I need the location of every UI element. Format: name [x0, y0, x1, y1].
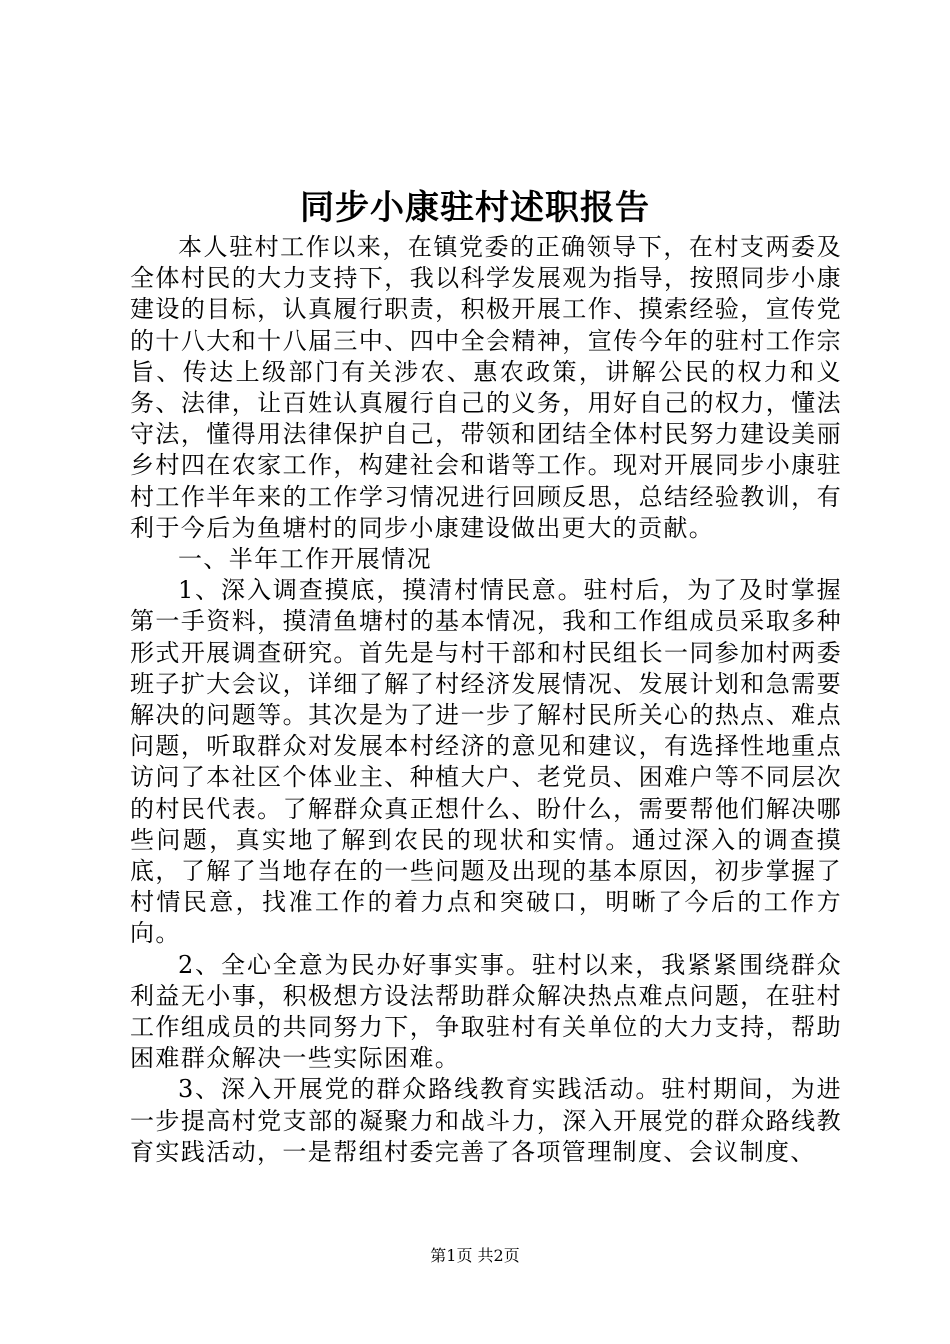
paragraph-item-1: 1、深入调查摸底，摸清村情民意。驻村后，为了及时掌握第一手资料，摸清鱼塘村的基本情况，我和工作组成员采取多种形式开展调查研究。首先是与村干部和村民组长一同参加村两委班子扩大会议，详细了解了村经济发展情况、发展计划和急需要解决的问题等。其次是为了进一步了解村民所关心的热点、难点问题，听取群众对发展本村经济的意见和建议，有选择性地重点访问了本社区个体业主、种植大户、老党员、困难户等不同层次的村民代表。了解群众真正想什么、盼什么，需要帮他们解决哪些问题，真实地了解到农民的现状和实情。通过深入的调查摸底，了解了当地存在的一些问题及出现的基本原因，初步掌握了村情民意，找准工作的着力点和突破口，明晰了今后的工作方向。: [130, 576, 842, 948]
document-body: [130, 232, 842, 1168]
paragraph-item-3: 3、深入开展党的群众路线教育实践活动。驻村期间，为进一步提高村党支部的凝聚力和战斗力，深入开展党的群众路线教育实践活动，一是帮组村委完善了各项管理制度、会议制度、: [130, 1075, 842, 1166]
document-title: 同步小康驻村述职报告: [300, 188, 650, 228]
paragraph-item-2: 2、全心全意为民办好事实事。驻村以来，我紧紧围绕群众利益无小事，积极想方设法帮助群众解决热点难点问题，在驻村工作组成员的共同努力下，争取驻村有关单位的大力支持，帮助困难群众解决一些实际困难。: [130, 950, 842, 1073]
section-heading: 一、半年工作开展情况: [178, 545, 432, 574]
page-number-footer: 第1页 共2页: [430, 1246, 520, 1265]
paragraph-intro: 本人驻村工作以来，在镇党委的正确领导下，在村支两委及全体村民的大力支持下，我以科学发展观为指导，按照同步小康建设的目标，认真履行职责，积极开展工作、摸索经验，宣传党的十八大和十八届三中、四中全会精神，宣传今年的驻村工作宗旨、传达上级部门有关涉农、惠农政策，讲解公民的权力和义务、法律，让百姓认真履行自己的义务，用好自己的权力，懂法守法，懂得用法律保护自己，带领和团结全体村民努力建设美丽乡村四在农家工作，构建社会和谐等工作。现对开展同步小康驻村工作半年来的工作学习情况进行回顾反思，总结经验教训，有利于今后为鱼塘村的同步小康建设做出更大的贡献。: [130, 233, 842, 542]
